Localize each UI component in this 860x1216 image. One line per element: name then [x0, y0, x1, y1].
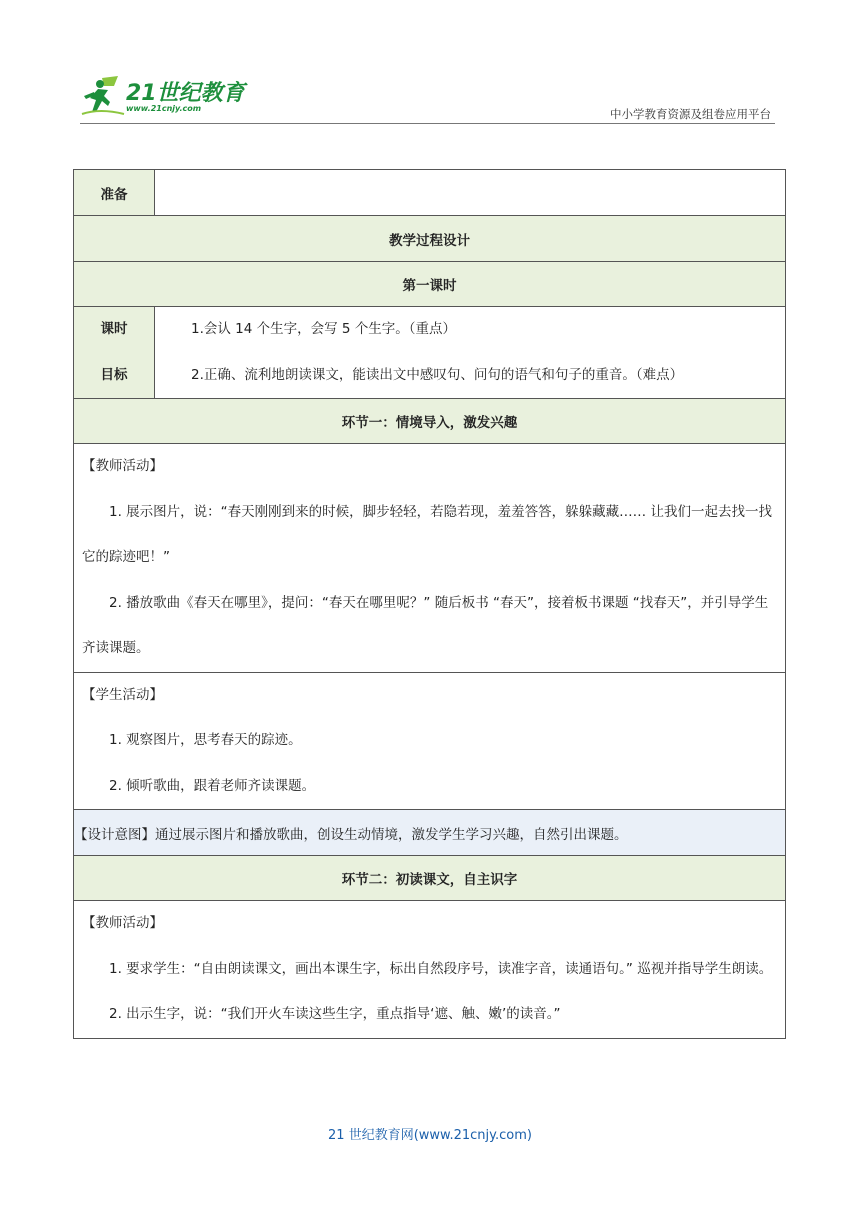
process-title: 教学过程设计	[74, 216, 786, 262]
objective-label-line-2: 目标	[100, 366, 128, 383]
objective-content	[155, 307, 786, 399]
section2-teacher-cell	[74, 901, 786, 1039]
lesson-title: 第一课时	[74, 262, 786, 307]
footer-link[interactable]: 21 世纪教育网(www.21cnjy.com)	[328, 1128, 532, 1143]
design-intent: 【设计意图】通过展示图片和播放歌曲，创设生动情境，激发学生学习兴趣，自然引出课题。	[74, 810, 786, 856]
teacher-step-2: 2. 播放歌曲《春天在哪里》，提问：“春天在哪里呢？” 随后板书 “春天”，接着板书课题 “找春天”，并引导学生齐读课题。	[82, 594, 769, 656]
lesson-plan-table	[73, 169, 786, 1039]
teacher2-step-1: 1. 要求学生：“自由朗读课文，画出本课生字，标出自然段序号，读准字音，读通语句。” 巡视并指导学生朗读。	[109, 960, 773, 977]
teacher-activity-label-2: 【教师活动】	[82, 915, 163, 931]
teacher2-step-2: 2. 出示生字，说：“我们开火车读这些生字，重点指导‘遮、触、嫩’的读音。”	[109, 1006, 561, 1022]
logo-url: www.21cnjy.com	[126, 104, 202, 113]
student-step-2: 2. 倾听歌曲，跟着老师齐读课题。	[109, 777, 316, 794]
student-activity-label: 【学生活动】	[82, 686, 163, 703]
prep-content	[155, 170, 786, 216]
objective-label	[74, 307, 155, 399]
section2-title: 环节二：初读课文，自主识字	[74, 856, 786, 901]
prep-label: 准备	[74, 170, 155, 216]
student-step-1: 1. 观察图片，思考春天的踪迹。	[109, 732, 302, 748]
header-divider	[80, 123, 775, 124]
section1-title: 环节一：情境导入，激发兴趣	[74, 399, 786, 444]
site-logo[interactable]	[80, 72, 260, 120]
logo-text: 21世纪教育	[126, 81, 245, 106]
objective-1: 1.会认 14 个生字，会写 5 个生字。（重点）	[191, 321, 457, 337]
teacher-activity-label: 【教师活动】	[82, 458, 163, 474]
objective-2: 2.正确、流利地朗读课文，能读出文中感叹句、问句的语气和句子的重音。（难点）	[191, 366, 684, 383]
section1-teacher-cell	[74, 444, 786, 673]
section1-student-cell	[74, 672, 786, 810]
objective-label-line-1: 课时	[100, 321, 128, 337]
teacher-step-1: 1. 展示图片，说：“春天刚刚到来的时候，脚步轻轻，若隐若现，羞羞答答，躲躲藏藏…… 让我们一起去找一找它的踪迹吧！”	[82, 503, 772, 565]
page-header	[80, 72, 775, 124]
platform-name: 中小学教育资源及组卷应用平台	[610, 107, 771, 121]
runner-logo-icon	[80, 74, 126, 118]
